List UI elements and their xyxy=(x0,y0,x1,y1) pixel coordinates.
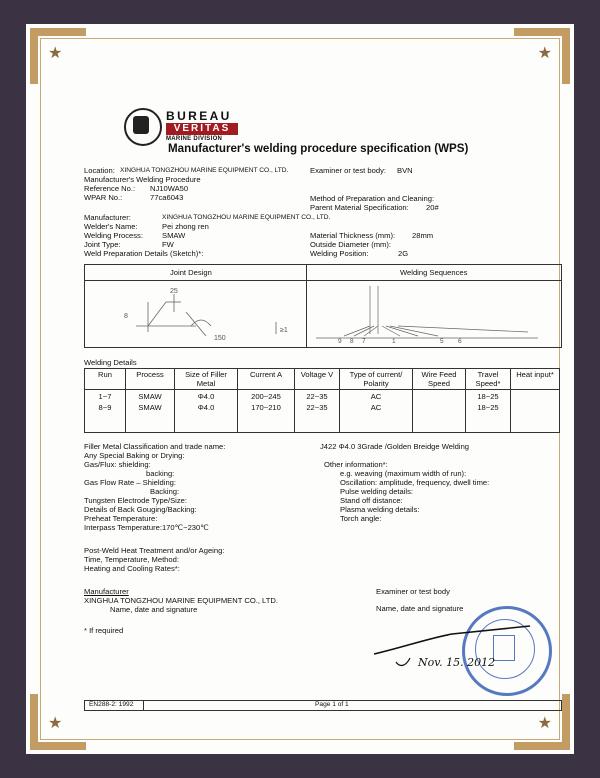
reference-label: Reference No.: xyxy=(84,184,136,193)
gas-shielding-label: Gas/Flux: shielding: xyxy=(84,460,151,469)
welding-details-table xyxy=(84,368,560,433)
welding-sequence-sketch xyxy=(308,282,558,344)
manufacturer-label: Manufacturer: xyxy=(84,213,131,222)
welding-sequences-heading: Welding Sequences xyxy=(400,268,468,277)
seq-label-1: 1 xyxy=(392,338,396,344)
col-wire-feed: Wire Feed Speed xyxy=(413,369,466,390)
manufacturer-name-date: Name, date and signature xyxy=(110,605,198,614)
brand-bottom: VERITAS xyxy=(166,123,238,135)
weaving-label: e.g. weaving (maximum width of run): xyxy=(340,469,467,478)
col-polarity: Type of current/ Polarity xyxy=(340,369,413,390)
wire-feed-cell xyxy=(413,390,466,433)
tungsten-label: Tungsten Electrode Type/Size: xyxy=(84,496,187,505)
other-info-label: Other information*: xyxy=(324,460,388,469)
manufacturer-sign-value: XINGHUA TONGZHOU MARINE EQUIPMENT CO., LTD. xyxy=(84,596,278,605)
col-current: Current A xyxy=(238,369,295,390)
col-size: Size of Filler Metal xyxy=(175,369,238,390)
process-cell: SMAW SMAW xyxy=(126,390,175,433)
method-label: Method of Preparation and Cleaning: xyxy=(310,194,435,203)
preheat-label: Preheat Temperature: xyxy=(84,514,158,523)
baking-label: Any Special Baking or Drying: xyxy=(84,451,185,460)
examiner-value: BVN xyxy=(397,166,413,175)
oscillation-label: Oscillation: amplitude, frequency, dwell time: xyxy=(340,478,490,487)
joint-type-value: FW xyxy=(162,240,174,249)
voltage-cell: 22~35 22~35 xyxy=(295,390,340,433)
wpar-value: 77ca6043 xyxy=(150,193,184,202)
heat-input-cell xyxy=(511,390,560,433)
seq-label-6: 6 xyxy=(458,338,462,344)
pwht-label: Post-Weld Heat Treatment and/or Ageing: xyxy=(84,546,225,555)
welder-label: Welder's Name: xyxy=(84,222,138,231)
flow-shielding-label: Gas Flow Rate – Shielding: xyxy=(84,478,177,487)
col-travel: Travel Speed* xyxy=(466,369,511,390)
col-heat-input: Heat input* xyxy=(511,369,560,390)
reference-value: NJ10WA50 xyxy=(150,184,189,193)
heating-label: Heating and Cooling Rates*: xyxy=(84,564,180,573)
manufacturer-sign-label: Manufacturer xyxy=(84,587,129,596)
seq-label-9: 9 xyxy=(338,338,342,344)
filler-value: J422 Φ4.0 3Grade /Golden Breidge Welding xyxy=(320,442,470,451)
location-label: Location: xyxy=(84,166,115,175)
document-title: Manufacturer's welding procedure specification (WPS) xyxy=(168,142,469,155)
pulse-label: Pulse welding details: xyxy=(340,487,414,496)
welding-details-title: Welding Details xyxy=(84,358,137,367)
manufacturer-value: XINGHUA TONGZHOU MARINE EQUIPMENT CO., LTD. xyxy=(162,214,331,221)
brand-top: BUREAU xyxy=(166,109,232,123)
dim-top: 25 xyxy=(170,288,178,295)
corner-ornament-top-left xyxy=(30,28,86,84)
star-icon: ★ xyxy=(48,45,63,62)
current-cell: 200~245 170~210 xyxy=(238,390,295,433)
star-icon: ★ xyxy=(48,715,63,732)
seq-label-5: 5 xyxy=(440,338,444,344)
sketch-label: Weld Preparation Details (Sketch)*: xyxy=(84,249,204,258)
thickness-label: Material Thickness (mm): xyxy=(310,231,396,240)
footer-bar xyxy=(84,700,562,711)
division: MARINE DIVISION xyxy=(166,136,223,142)
parent-value: 20# xyxy=(426,203,439,212)
position-value: 2G xyxy=(398,249,409,258)
signature-date: Nov. 15. 2012 xyxy=(418,656,496,669)
star-icon: ★ xyxy=(537,45,552,62)
parent-label: Parent Material Specification: xyxy=(310,203,409,212)
welder-value: Pei zhong ren xyxy=(162,222,209,231)
ttm-label: Time, Temperature, Method: xyxy=(84,555,179,564)
examiner-name-date: Name, date and signature xyxy=(376,604,464,613)
corner-ornament-top-right xyxy=(514,28,570,84)
mwp-label: Manufacturer's Welding Procedure xyxy=(84,175,201,184)
thickness-value: 28mm xyxy=(412,231,434,240)
footer-standard: EN288-2: 1992 xyxy=(89,701,134,708)
torch-label: Torch angle: xyxy=(340,514,382,523)
gouging-label: Details of Back Gouging/Backing: xyxy=(84,505,197,514)
footer-page: Page 1 of 1 xyxy=(315,701,349,708)
sketch-split xyxy=(306,264,307,347)
process-label: Welding Process: xyxy=(84,231,143,240)
size-cell: Φ4.0 Φ4.0 xyxy=(175,390,238,433)
standoff-label: Stand off distance: xyxy=(340,496,403,505)
dim-right: ≥1 xyxy=(280,327,288,334)
dim-left: 8 xyxy=(124,313,128,320)
corner-ornament-bottom-left xyxy=(30,694,86,750)
seq-label-8: 8 xyxy=(350,338,354,344)
handwritten-signature xyxy=(370,624,540,674)
col-run: Run xyxy=(85,369,126,390)
gas-backing-label: backing: xyxy=(146,469,175,478)
col-voltage: Voltage V xyxy=(295,369,340,390)
col-process: Process xyxy=(126,369,175,390)
table-row xyxy=(85,390,560,433)
outside-diameter-label: Outside Diameter (mm): xyxy=(310,240,392,249)
examiner-label: Examiner or test body: xyxy=(310,166,386,175)
joint-type-label: Joint Type: xyxy=(84,240,121,249)
bureau-veritas-seal-icon xyxy=(124,108,162,146)
if-required-note: * If required xyxy=(84,626,124,635)
process-value: SMAW xyxy=(162,231,186,240)
filler-label: Filler Metal Classification and trade name: xyxy=(84,442,226,451)
sketch-divider xyxy=(84,280,561,281)
flow-backing-label: Backing: xyxy=(150,487,180,496)
star-icon: ★ xyxy=(537,715,552,732)
travel-cell: 18~25 18~25 xyxy=(466,390,511,433)
plasma-label: Plasma welding details: xyxy=(340,505,420,514)
joint-design-heading: Joint Design xyxy=(170,268,212,277)
wpar-label: WPAR No.: xyxy=(84,193,123,202)
table-header-row xyxy=(85,369,560,390)
position-label: Welding Position: xyxy=(310,249,369,258)
interpass-label: Interpass Temperature:170℃~230℃ xyxy=(84,523,209,532)
seq-label-7: 7 xyxy=(362,338,366,344)
examiner-sign-label: Examiner or test body xyxy=(376,587,450,596)
joint-design-sketch xyxy=(86,282,304,344)
dim-angle: 150 xyxy=(214,335,226,342)
location-value: XINGHUA TONGZHOU MARINE EQUIPMENT CO., LTD. xyxy=(120,167,289,174)
certificate-page xyxy=(26,24,574,754)
run-cell: 1~7 8~9 xyxy=(85,390,126,433)
polarity-cell: AC AC xyxy=(340,390,413,433)
